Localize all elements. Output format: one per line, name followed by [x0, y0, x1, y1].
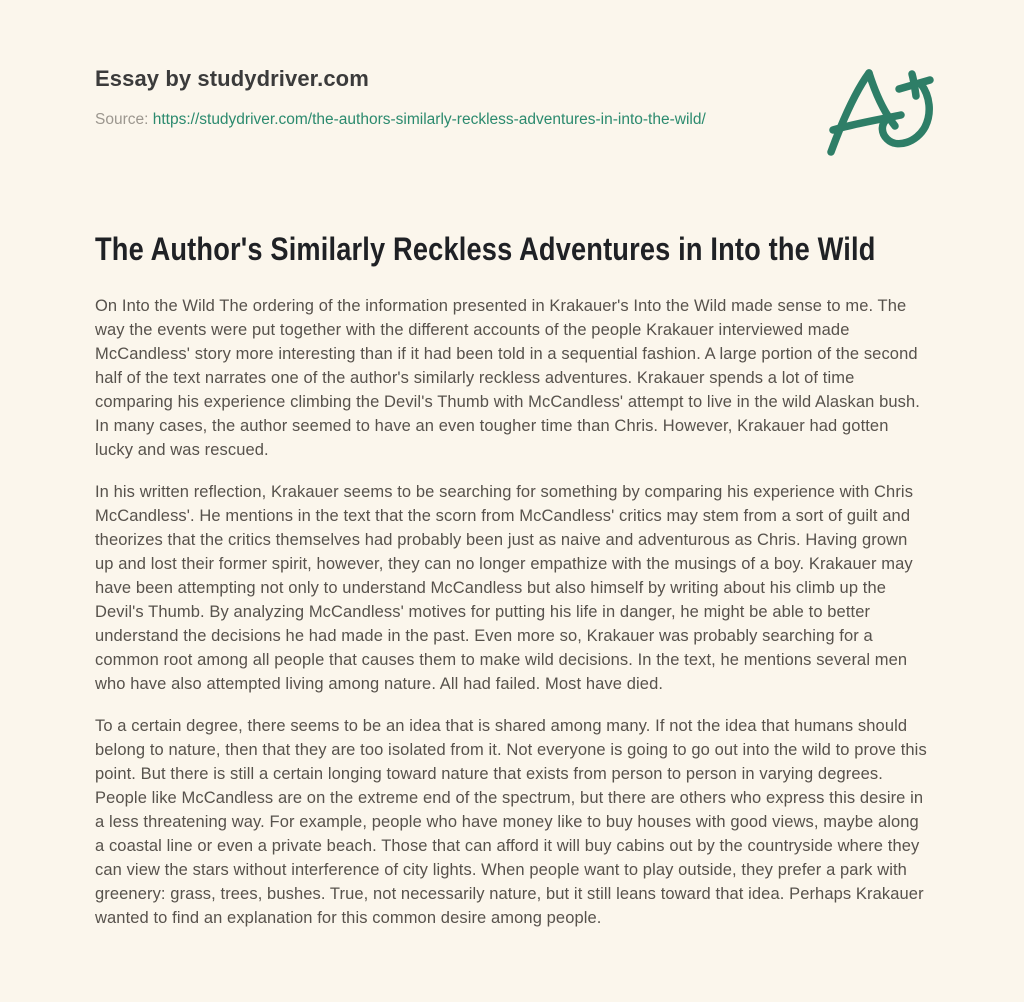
source-line	[95, 106, 750, 133]
essay-title: The Author's Similarly Reckless Adventures in Into the Wild	[95, 231, 876, 268]
essay-paragraph-3: To a certain degree, there seems to be an idea that is shared among many. If not the idea that humans should belong to nature, then that they are too isolated from it. Not everyone is going to go out into the wild to prove this point. But there is still a certain longing toward nature that exists from person to person in varying degrees. People like McCandless are on the extreme end of the spectrum, but there are others who express this desire in a less threatening way. For example, people who have money like to buy houses with good views, maybe along a coastal line or even a private beach. Those that can afford it will buy cabins out by the countryside where they can view the stars without interference of city lights. When people want to play outside, they prefer a park with greenery: grass, trees, bushes. True, not necessarily nature, but it still leans toward that idea. Perhaps Krakauer wanted to find an explanation for this common desire among people.	[95, 717, 927, 928]
essay-paragraph-1: On Into the Wild The ordering of the information presented in Krakauer's Into the Wild made sense to me. The way the events were put together with the different accounts of the people Krakauer interviewed made McCandless' story more interesting than if it had been told in a sequential fashion. A large portion of the second half of the text narrates one of the author's similarly reckless adventures. Krakauer spends a lot of time comparing his experience climbing the Devil's Thumb with McCandless' attempt to live in the wild Alaskan bush. In many cases, the author seemed to have an even tougher time than Chris. However, Krakauer had gotten lucky and was rescued.	[95, 297, 920, 460]
source-label: Source:	[95, 111, 149, 128]
essay-body	[95, 294, 930, 930]
aplus-logo-icon	[824, 60, 936, 166]
essay-by-heading: Essay by studydriver.com	[95, 66, 369, 91]
essay-paragraph-2: In his written reflection, Krakauer seems to be searching for something by comparing his experience with Chris McCandless'. He mentions in the text that the scorn from McCandless' critics may stem from a sort of guilt and theorizes that the critics themselves had probably been just as naive and adventurous as Chris. Having grown up and lost their former spirit, however, they can no longer empathize with the musings of a boy. Krakauer may have been attempting not only to understand McCandless but also himself by writing about his climb up the Devil's Thumb. By analyzing McCandless' motives for putting his life in danger, he might be able to better understand the decisions he had made in the past. Even more so, Krakauer was probably searching for a common root among all people that causes them to make wild decisions. In the text, he mentions several men who have also attempted living among nature. All had failed. Most have died.	[95, 483, 914, 694]
source-link[interactable]: https://studydriver.com/the-authors-similarly-reckless-adventures-in-into-the-wild/	[152, 111, 706, 128]
